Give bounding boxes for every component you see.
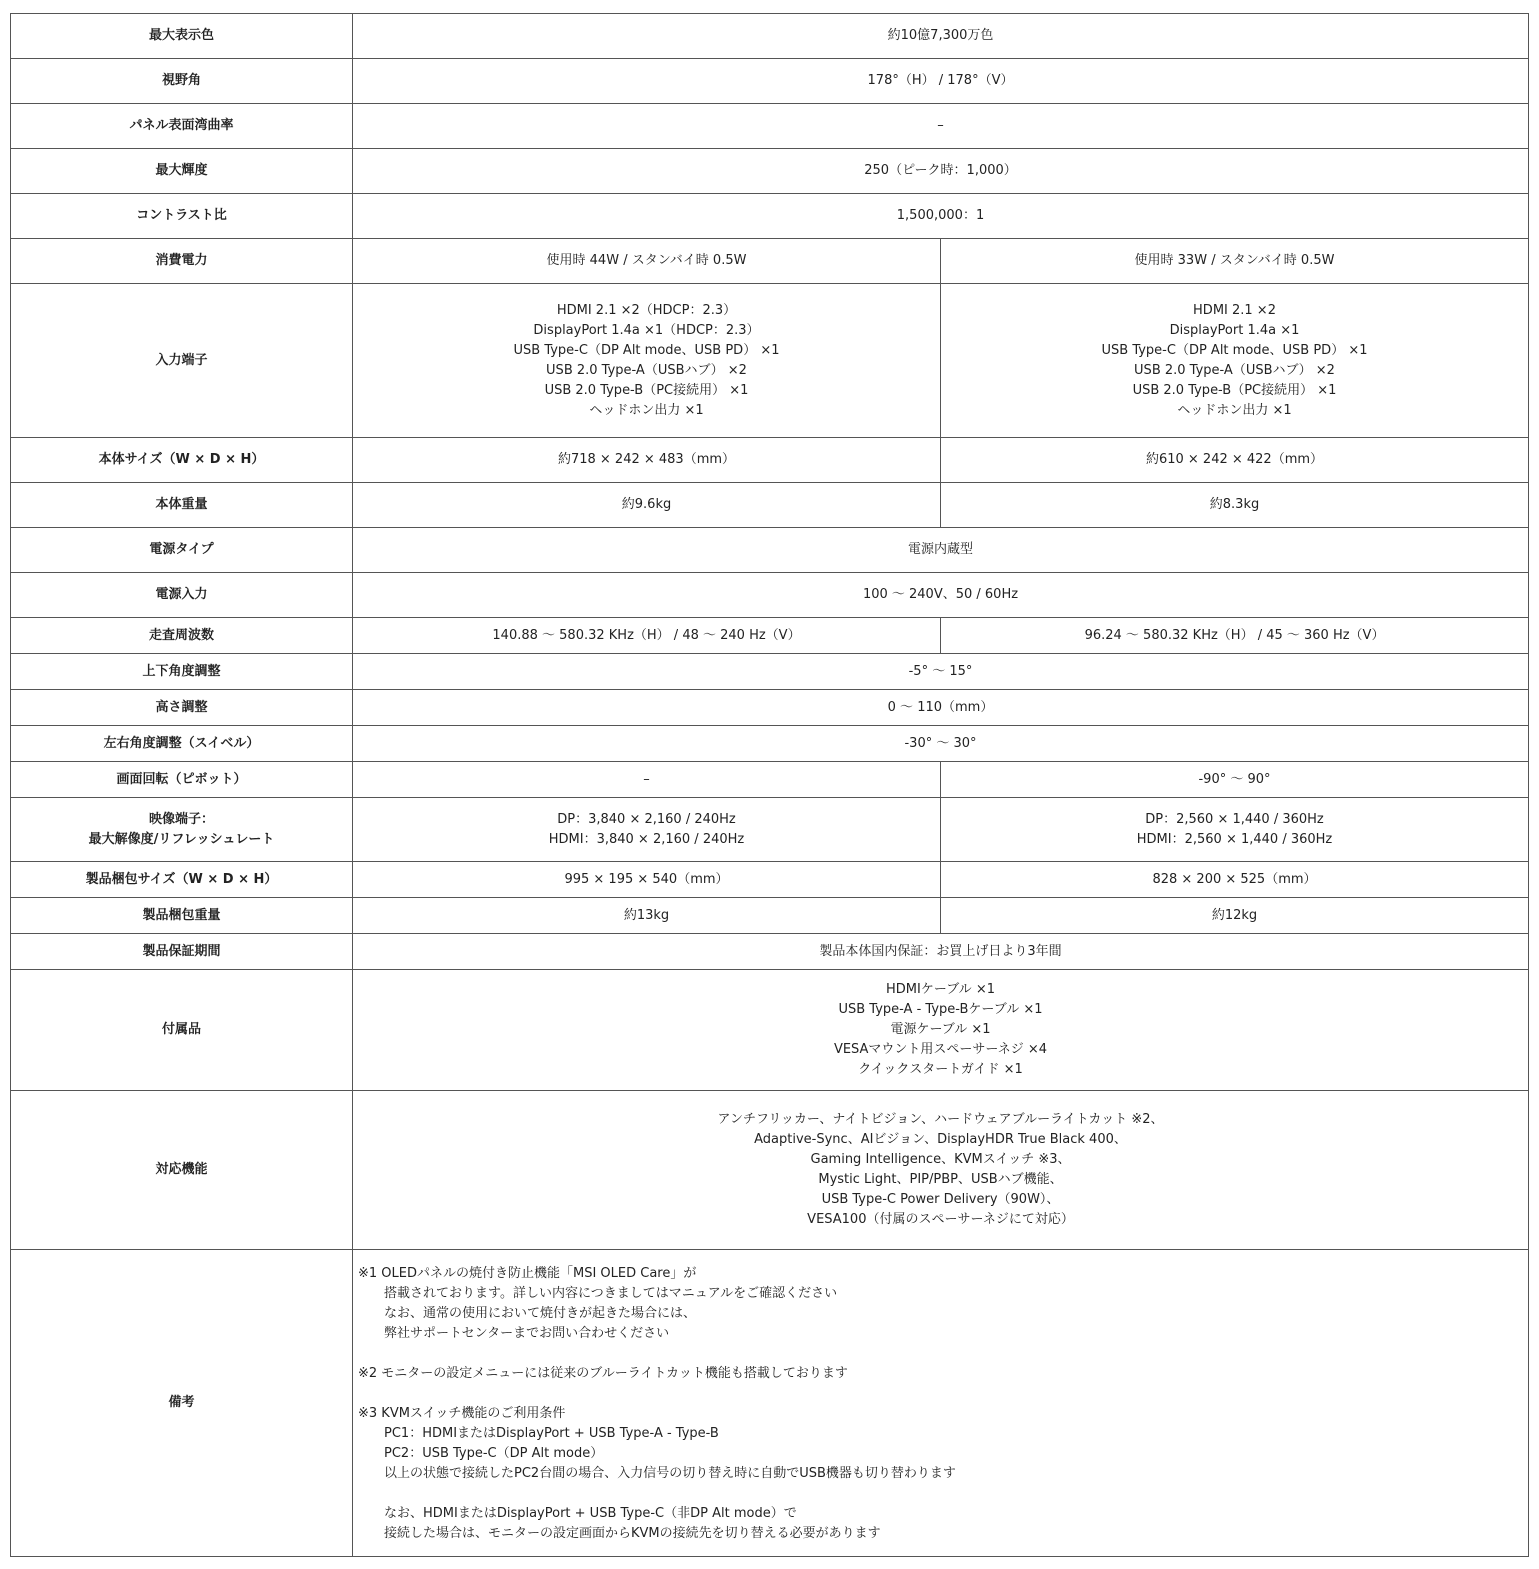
row-value-right: -90° ～ 90° — [941, 762, 1529, 798]
row-value-right: 使用時 33W / スタンバイ時 0.5W — [941, 239, 1529, 284]
row-value-right: 約8.3kg — [941, 483, 1529, 528]
table-row — [11, 798, 1529, 862]
value-line: DP：2,560 × 1,440 / 360Hz — [1145, 811, 1324, 827]
table-row — [11, 194, 1529, 239]
row-value-right: 828 × 200 × 525（mm） — [941, 862, 1529, 898]
table-row — [11, 862, 1529, 898]
value-line: USB 2.0 Type-A（USBハブ） ×2 — [1134, 362, 1335, 378]
note-line: なお、通常の使用において焼付きが起きた場合には、 — [358, 1306, 697, 1321]
table-row — [11, 438, 1529, 483]
row-value: 0 ～ 110（mm） — [353, 690, 1529, 726]
value-line: VESA100（付属のスペーサーネジにて対応） — [807, 1212, 1074, 1227]
value-line: USB 2.0 Type-B（PC接続用） ×1 — [1132, 382, 1337, 398]
value-line: HDMI 2.1 ×2 — [1193, 302, 1276, 318]
row-value-left: 約9.6kg — [353, 483, 941, 528]
value-line: HDMI：2,560 × 1,440 / 360Hz — [1136, 831, 1333, 847]
note-line: ※3 KVMスイッチ機能のご利用条件 — [358, 1406, 566, 1421]
row-label: 対応機能 — [11, 1091, 353, 1250]
table-row — [11, 104, 1529, 149]
note-line: 以上の状態で接続したPC2台間の場合、入力信号の切り替え時に自動でUSB機器も切り替わります — [358, 1466, 956, 1481]
value-line: USB Type-C（DP Alt mode、USB PD） ×1 — [513, 342, 780, 358]
value-line: HDMIケーブル ×1 — [886, 982, 995, 997]
row-value: 1,500,000：1 — [353, 194, 1529, 239]
row-value: 178°（H） / 178°（V） — [353, 59, 1529, 104]
note-line: 接続した場合は、モニターの設定画面からKVMの接続先を切り替える必要があります — [358, 1526, 881, 1541]
table-row — [11, 284, 1529, 438]
row-value: 製品本体国内保証：お買上げ日より3年間 — [353, 934, 1529, 970]
note-line: 弊社サポートセンターまでお問い合わせください — [358, 1326, 670, 1341]
value-line: DisplayPort 1.4a ×1（HDCP：2.3） — [533, 322, 760, 338]
row-label: 視野角 — [11, 59, 353, 104]
value-line: USB 2.0 Type-A（USBハブ） ×2 — [546, 362, 747, 378]
value-line: クイックスタートガイド ×1 — [858, 1062, 1023, 1077]
note-line: PC2：USB Type-C（DP Alt mode） — [358, 1446, 604, 1461]
value-line: USB Type-C（DP Alt mode、USB PD） ×1 — [1101, 342, 1368, 358]
row-label — [11, 798, 353, 862]
table-row — [11, 1091, 1529, 1250]
table-row — [11, 970, 1529, 1091]
row-label: 最大輝度 — [11, 149, 353, 194]
table-row — [11, 618, 1529, 654]
value-line: HDMI：3,840 × 2,160 / 240Hz — [548, 831, 745, 847]
row-label: 本体サイズ（W × D × H） — [11, 438, 353, 483]
value-line: アンチフリッカー、ナイトビジョン、ハードウェアブルーライトカット ※2、 — [717, 1112, 1164, 1127]
value-line: Mystic Light、PIP/PBP、USBハブ機能、 — [818, 1172, 1063, 1187]
row-value: 約10億7,300万色 — [353, 14, 1529, 59]
row-value-left: – — [353, 762, 941, 798]
row-value-left — [353, 284, 941, 438]
row-value-left: 995 × 195 × 540（mm） — [353, 862, 941, 898]
value-line: USB Type-C Power Delivery（90W）、 — [821, 1192, 1060, 1207]
value-line: DisplayPort 1.4a ×1 — [1169, 322, 1300, 338]
table-row — [11, 239, 1529, 284]
note-line — [358, 1344, 1524, 1364]
row-label: パネル表面湾曲率 — [11, 104, 353, 149]
note-line: 搭載されております。詳しい内容につきましてはマニュアルをご確認ください — [358, 1286, 838, 1301]
row-label: 製品梱包重量 — [11, 898, 353, 934]
row-label: 左右角度調整（スイベル） — [11, 726, 353, 762]
row-label: 電源タイプ — [11, 528, 353, 573]
note-line: PC1：HDMIまたはDisplayPort + USB Type-A - Type-B — [358, 1426, 719, 1441]
row-value-left: 約718 × 242 × 483（mm） — [353, 438, 941, 483]
note-line: ※1 OLEDパネルの焼付き防止機能「MSI OLED Care」が — [358, 1266, 697, 1281]
row-value-left: 使用時 44W / スタンバイ時 0.5W — [353, 239, 941, 284]
row-value — [353, 1091, 1529, 1250]
row-label: 走査周波数 — [11, 618, 353, 654]
value-line: USB 2.0 Type-B（PC接続用） ×1 — [544, 382, 749, 398]
label-line: 映像端子： — [148, 811, 214, 827]
table-row — [11, 726, 1529, 762]
value-line: HDMI 2.1 ×2（HDCP：2.3） — [556, 302, 737, 318]
row-label: 消費電力 — [11, 239, 353, 284]
table-row — [11, 690, 1529, 726]
row-value-right: 約610 × 242 × 422（mm） — [941, 438, 1529, 483]
row-label: 高さ調整 — [11, 690, 353, 726]
table-row — [11, 149, 1529, 194]
row-label: 電源入力 — [11, 573, 353, 618]
value-line: ヘッドホン出力 ×1 — [589, 402, 704, 418]
table-row — [11, 573, 1529, 618]
value-line: USB Type-A - Type-Bケーブル ×1 — [838, 1002, 1043, 1017]
table-row — [11, 898, 1529, 934]
row-label: 製品保証期間 — [11, 934, 353, 970]
row-label: 製品梱包サイズ（W × D × H） — [11, 862, 353, 898]
table-row — [11, 483, 1529, 528]
note-line: ※2 モニターの設定メニューには従来のブルーライトカット機能も搭載しております — [358, 1366, 848, 1381]
row-value-right — [941, 284, 1529, 438]
note-line: なお、HDMIまたはDisplayPort + USB Type-C（非DP Alt mode）で — [358, 1506, 797, 1521]
row-value: – — [353, 104, 1529, 149]
note-line — [358, 1384, 1524, 1404]
row-label: 最大表示色 — [11, 14, 353, 59]
value-line: ヘッドホン出力 ×1 — [1177, 402, 1292, 418]
row-value-left: 約13kg — [353, 898, 941, 934]
notes-cell — [353, 1250, 1529, 1557]
row-value: 250（ピーク時：1,000） — [353, 149, 1529, 194]
row-label: 入力端子 — [11, 284, 353, 438]
row-value-left: 140.88 ～ 580.32 KHz（H） / 48 ～ 240 Hz（V） — [353, 618, 941, 654]
row-label: 付属品 — [11, 970, 353, 1091]
table-row — [11, 59, 1529, 104]
value-line: 電源ケーブル ×1 — [890, 1022, 991, 1037]
row-value — [353, 970, 1529, 1091]
label-line: 最大解像度/リフレッシュレート — [88, 831, 275, 847]
row-value: 100 ～ 240V、50 / 60Hz — [353, 573, 1529, 618]
row-value: -5° ～ 15° — [353, 654, 1529, 690]
row-value-right: 96.24 ～ 580.32 KHz（H） / 45 ～ 360 Hz（V） — [941, 618, 1529, 654]
row-label: 上下角度調整 — [11, 654, 353, 690]
row-value-right — [941, 798, 1529, 862]
table-row — [11, 14, 1529, 59]
value-line: DP：3,840 × 2,160 / 240Hz — [557, 811, 736, 827]
spec-table — [10, 13, 1529, 1557]
value-line: Adaptive-Sync、AIビジョン、DisplayHDR True Black 400、 — [754, 1132, 1127, 1147]
table-row — [11, 762, 1529, 798]
row-label: 本体重量 — [11, 483, 353, 528]
table-row — [11, 654, 1529, 690]
note-line — [358, 1484, 1524, 1504]
row-value-right: 約12kg — [941, 898, 1529, 934]
row-label: コントラスト比 — [11, 194, 353, 239]
value-line: VESAマウント用スペーサーネジ ×4 — [833, 1042, 1048, 1057]
row-value: -30° ～ 30° — [353, 726, 1529, 762]
row-value: 電源内蔵型 — [353, 528, 1529, 573]
row-label: 画面回転（ピボット） — [11, 762, 353, 798]
table-row — [11, 528, 1529, 573]
row-value-left — [353, 798, 941, 862]
table-row — [11, 934, 1529, 970]
table-row — [11, 1250, 1529, 1557]
row-label: 備考 — [11, 1250, 353, 1557]
value-line: Gaming Intelligence、KVMスイッチ ※3、 — [810, 1152, 1071, 1167]
